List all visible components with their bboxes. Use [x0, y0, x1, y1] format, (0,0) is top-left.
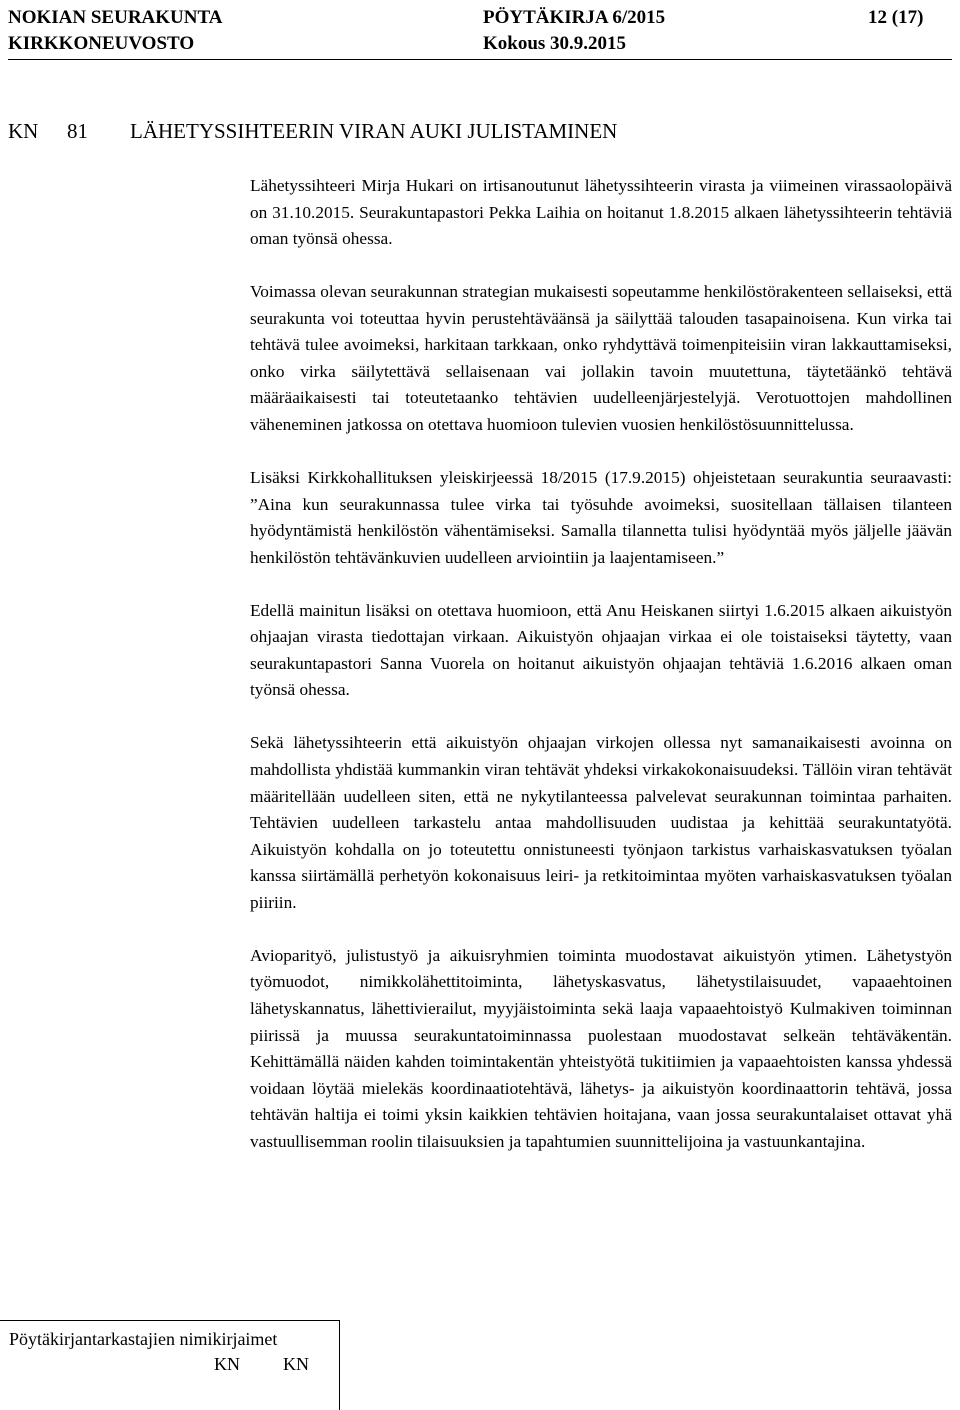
- paragraph: Edellä mainitun lisäksi on otettava huomioon, että Anu Heiskanen siirtyi 1.6.2015 alkaen aikuistyön ohjaajan virasta tiedottajan virkaan. Aikuistyön ohjaajan virkaa ei ole toistaiseksi täytetty, vaan seurakuntapastori Sanna Vuorela on hoitanut aikuistyön ohjaajan tehtäviä 1.6.2016 alkaen oman työnsä ohessa.: [250, 600, 952, 700]
- header-divider: [8, 59, 952, 60]
- paragraph: Avioparityö, julistustyö ja aikuisryhmien toiminta muodostavat aikuistyön ytimen. Lähetystyön työmuodot, nimikkolähettitoiminta, lähetyskasvatus, lähetystilaisuudet, vapaaehtoinen lähetyskannatus, lähettivierailut, myyjäistoiminta sekä laaja vapaaehtoistyö Kulmakiven toiminnan piirissä ja muussa seurakuntatoiminnassa puolestaan muodostavat selkeän tehtäväkentän. Kehittämällä näiden kahden toimintakentän yhteistyötä tukitiimien ja vapaaehtoisten kanssa yhdessä voidaan löytää mielekäs koordinaatiotehtävä, lähetys- ja aikuistyön koordinaattorin tehtävä, jossa tehtävän haltija ei toimi yksin kaikkien tehtävien hoitajana, vaan jossa seurakuntalaiset ottavat yhä vastuullisemman roolin tilaisuuksien ja tapahtumien suunnittelijoina ja vastuunkantajina.: [250, 945, 952, 1151]
- page-number: 12 (17): [868, 7, 924, 28]
- body-text: [250, 173, 952, 1182]
- organization-name: NOKIAN SEURAKUNTA: [8, 7, 223, 28]
- paragraph: Lähetyssihteeri Mirja Hukari on irtisanoutunut lähetyssihteerin virasta ja viimeinen virassaolopäivä on 31.10.2015. Seurakuntapastori Pekka Laihia on hoitanut 1.8.2015 alkaen lähetyssihteerin tehtäviä oman työnsä ohessa.: [250, 176, 952, 249]
- paragraph: Lisäksi Kirkkohallituksen yleiskirjeessä 18/2015 (17.9.2015) ohjeistetaan seurakuntia seuraavasti: ”Aina kun seurakunnassa tulee virka tai työsuhde avoimeksi, suositellaan tällaisen tilanteen hyödyntämistä henkilöstön vähentämiseksi. Samalla tilannetta tulisi hyödyntää myös jäljelle jäävän henkilöstön tehtävänkuvien uudelleen arviointiin ja laajentamiseen.”: [250, 468, 952, 567]
- reviewer-initials-label: Pöytäkirjantarkastajien nimikirjaimet: [9, 1329, 278, 1349]
- reviewer-initials-2: KN: [283, 1354, 309, 1374]
- paragraph: Sekä lähetyssihteerin että aikuistyön ohjaajan virkojen ollessa nyt samanaikaisesti avoinna on mahdollista yhdistää kummankin viran tehtävät yhdeksi virkakokonaisuudeksi. Tällöin viran tehtävät määritellään uudelleen siten, että ne nykytilanteessa palvelevat seurakunnan toimintaa parhaiten. Tehtävien uudelleen tarkastelu antaa mahdollisuuden uudistaa ja kehittää seurakuntatyötä. Aikuistyön kohdalla on jo toteutettu onnistuneesti työnjaon tarkistus varhaiskasvatuksen työalan kanssa siirtämällä perhetyön kokonaisuus leiri- ja retkitoimintaa myöten varhaiskasvatuksen työalan piiriin.: [250, 733, 952, 912]
- meeting-date: Kokous 30.9.2015: [483, 33, 627, 54]
- section-title: LÄHETYSSIHTEERIN VIRAN AUKI JULISTAMINEN: [130, 119, 618, 143]
- reviewer-initials-1: KN: [214, 1354, 240, 1374]
- minutes-number: PÖYTÄKIRJA 6/2015: [483, 7, 666, 28]
- paragraph: Voimassa olevan seurakunnan strategian mukaisesti sopeutamme henkilöstörakenteen sellaiseksi, että seurakunta voi toteuttaa hyvin perustehtäväänsä ja säilyttää talouden tasapainoisena. Kun virka tai tehtävä tulee avoimeksi, harkitaan tarkkaan, onko ryhdyttävä toimenpiteisiin viran lakkauttamiseksi, onko virka säilytettävä sellaisenaan vai jollakin tavoin muutettuna, täytetäänkö tehtävä määräaikaisesti tai toteutetaanko tehtävien uudelleenjärjestelyjä. Verotuottojen mahdollinen väheneminen jatkossa on otettava huomioon tulevien vuosien henkilöstösuunnittelussa.: [250, 282, 952, 434]
- body-name: KIRKKONEUVOSTO: [8, 33, 195, 54]
- section-number: 81: [67, 119, 88, 143]
- section-prefix: KN: [8, 119, 39, 143]
